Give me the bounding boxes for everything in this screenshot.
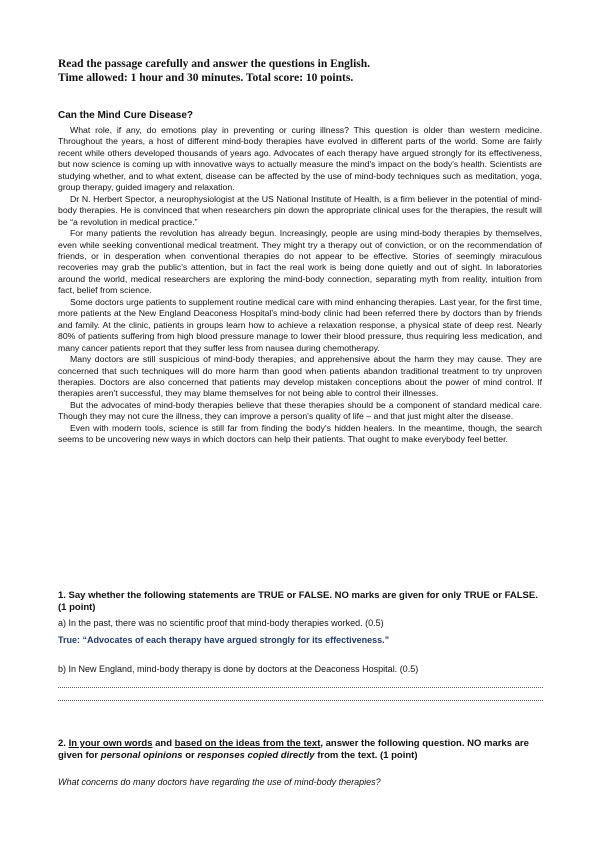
question-number: 2. <box>58 738 66 749</box>
passage-title: Can the Mind Cure Disease? <box>58 110 194 121</box>
underlined-phrase: based on the ideas from the text <box>174 738 321 749</box>
answer-a: True: “Advocates of each therapy have argued strongly for its effectiveness.” <box>58 635 390 645</box>
question-1-heading: 1. Say whether the following statements are TRUE or FALSE. NO marks are given for only TRUE or FALSE. (1 point) <box>58 590 538 613</box>
underlined-phrase: In your own words <box>68 738 153 749</box>
answer-line[interactable] <box>58 687 543 688</box>
statement-a: a) In the past, there was no scientific proof that mind-body therapies worked. (0.5) <box>58 618 384 628</box>
paragraph: But the advocates of mind-body therapies believe that these therapies should be a component of standard medical care. Though they may not cure the illness, they can improve a person's quality of life – and that just might alter the disease. <box>58 399 542 422</box>
italic-phrase: personal opinions <box>100 750 183 761</box>
paragraph: Many doctors are still suspicious of mind-body therapies, and apprehensive about the harm they may cause. They are concerned that such techniques will do more harm than good when patients abandon traditional treatment to try unproven therapies. Doctors are also concerned that patients may develop mistaken conceptions about the power of mind control. If therapies aren't successful, they may blame themselves for not being able to control their illnesses. <box>58 354 542 399</box>
statement-b: b) In New England, mind-body therapy is done by doctors at the Deaconess Hospital. (0.5) <box>58 664 419 674</box>
italic-phrase: responses copied directly <box>197 750 315 761</box>
paragraph: Even with modern tools, science is still far from finding the body's hidden healers. In the meantime, though, the search seems to be uncovering new ways in which doctors can help their patients. That ought to make everybody feel better. <box>58 422 542 445</box>
paragraph: What role, if any, do emotions play in preventing or curing illness? This question is older than western medicine. Throughout the years, a host of different mind-body therapies have evolved in different parts of the world. Some are fairly recent while others developed thousands of years ago. Advocates of each therapy have argued strongly for its effectiveness, but now science is coming up with innovative ways to actually measure the mind's impact on the body's health. Scientists are studying whether, and to what extent, disease can be affected by the use of mind-body techniques such as meditation, yoga, group therapy, guided imagery and relaxation. <box>58 125 542 193</box>
instructions-line-2: Time allowed: 1 hour and 30 minutes. Total score: 10 points. <box>58 72 354 84</box>
instruction-text: from the text. (1 point) <box>317 750 418 761</box>
question-2-prompt: What concerns do many doctors have regarding the use of mind-body therapies? <box>58 777 381 787</box>
paragraph: For many patients the revolution has already begun. Increasingly, people are using mind-body therapies by themselves, even while seeking conventional medical treatment. They might try a therapy out of conviction, or on the recommendation of friends, or in desperation when conventional therapies do not appear to be effective. Stories of seemingly miraculous recoveries may grab the public's attention, but in fact the real work is being done quietly and out of sight. In laboratories around the world, medical researchers are exploring the mind-body connection, separating myth from reality, intuition from fact, belief from science. <box>58 228 542 296</box>
instructions-header <box>58 57 558 85</box>
paragraph: Dr N. Herbert Spector, a neurophysiologist at the US National Institute of Health, is a firm believer in the potential of mind-body therapies. He is convinced that when researchers pin down the appropriate clinical uses for the therapies, the result will be “a revolution in medical practice.” <box>58 193 542 227</box>
connector-text: or <box>185 750 195 761</box>
paragraph: Some doctors urge patients to supplement routine medical care with mind enhancing therapies. Last year, for the first time, more patients at the New England Deaconess Hospital's mind-body clinic had been referred there by doctors than by friends and family. At the clinic, patients in groups learn how to achieve a relaxation response, a physical state of deep rest. Nearly 80% of patients suffering from high blood pressure manage to lower their blood pressure, thus requiring less medication, and many cancer patients report that they suffer less from nausea during chemotherapy. <box>58 296 542 353</box>
answer-line[interactable] <box>58 700 543 701</box>
instructions-line-1: Read the passage carefully and answer the questions in English. <box>58 58 371 70</box>
connector-text: and <box>155 738 173 749</box>
instruction-text: , answer the following question. NO marks are given for <box>58 738 529 761</box>
question-2-heading <box>58 738 548 762</box>
reading-passage <box>58 125 542 446</box>
